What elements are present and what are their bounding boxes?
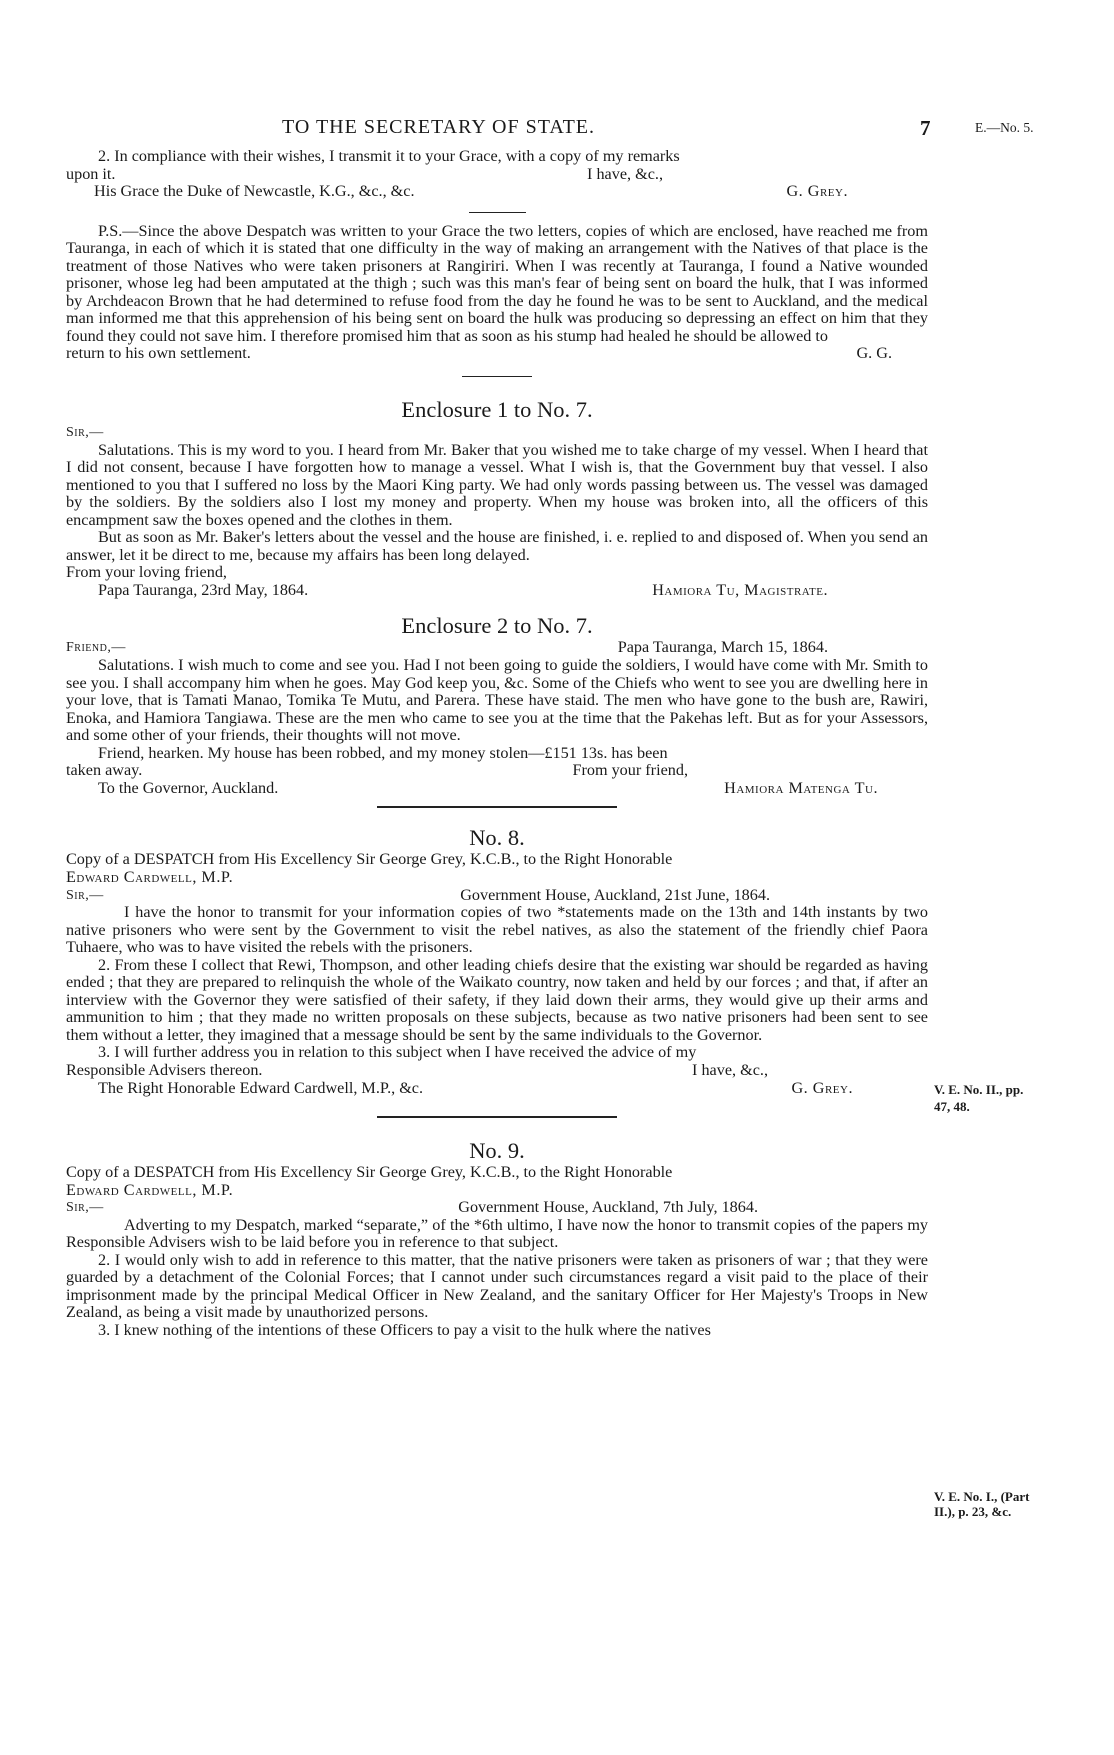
postscript-end-row [66, 345, 928, 363]
margin-note-line: 47, 48. [934, 1099, 970, 1114]
paragraph: Adverting to my Despatch, marked “separate,” of the *6th ultimo, I have now the honor to transmit copies of the papers my Responsible Advisers wish to be laid before you in reference to that subject. [66, 1215, 928, 1252]
despatch-title: Copy of a DESPATCH from His Excellency Sir George Grey, K.C.B., to the Right Honorable [66, 850, 673, 869]
paragraph: 2. In compliance with their wishes, I transmit it to your Grace, with a copy of my remarks [98, 147, 680, 165]
salutation: Friend,— [66, 640, 126, 656]
document-code: E.—No. 5. [975, 120, 1034, 135]
signature: G. Grey. [791, 1078, 853, 1097]
addressee: To the Governor, Auckland. [98, 778, 279, 797]
place-date: Government House, Auckland, 21st June, 1864. [460, 885, 770, 904]
paragraph-end: upon it. [66, 164, 116, 183]
closing-row [66, 762, 928, 780]
signature-row [66, 582, 928, 600]
salutation: Sir,— [66, 1200, 104, 1216]
closing-formula: From your loving friend, [66, 563, 227, 582]
page-number: 7 [920, 116, 931, 140]
section-heading: No. 8. [469, 825, 525, 851]
salutation: Sir,— [66, 425, 104, 441]
margin-note [934, 1083, 1109, 1113]
paragraph: I have the honor to transmit for your information copies of two *statements made on the 13th and 14th instants by two native prisoners who were sent by the Government to visit the rebel natives, as also the statement of the friendly chief Paora Tuhaere, who was to have visited the rebels with the prisoners. [66, 903, 928, 957]
despatch-title: Copy of a DESPATCH from His Excellency Sir George Grey, K.C.B., to the Right Honorable [66, 1163, 673, 1182]
salutation: Sir,— [66, 887, 104, 903]
paragraph-end: return to his own settlement. [66, 344, 251, 363]
enclosure-2 [66, 613, 928, 797]
section-heading: Enclosure 2 to No. 7. [401, 613, 593, 639]
margin-note-line: V. E. No. I., (Part [934, 1489, 1030, 1504]
signature: G. G. [856, 344, 892, 363]
despatch-no-9 [66, 1138, 928, 1339]
section-heading: No. 9. [469, 1138, 525, 1164]
margin-note-line: V. E. No. II., pp. [934, 1082, 1024, 1097]
divider [377, 1116, 617, 1118]
margin-note [934, 1490, 1109, 1518]
signature: Hamiora Tu, Magistrate. [652, 580, 828, 599]
signature-row [66, 780, 928, 798]
paragraph-end: Responsible Advisers thereon. [66, 1060, 263, 1079]
section-heading: Enclosure 1 to No. 7. [401, 397, 593, 423]
despatch-title-recipient: Edward Cardwell, M.P. [66, 1180, 234, 1199]
closing-formula: I have, &c., [587, 164, 663, 183]
paragraph-end: taken away. [66, 761, 143, 780]
postscript [66, 223, 928, 363]
paragraph: 2. I would only wish to add in reference to this matter, that the native prisoners were taken as prisoners of war ; that they were guarded by a detachment of the Colonial Forces; that I cannot under such circumstances regard a visit paid to the place of their imprisonment made by the principal Medical Officer in New Zealand, and the sanitary Officer for Her Majesty's Troops in New Zealand, as being a visit made by unauthorized persons. [66, 1250, 928, 1322]
addressee-row [66, 1080, 928, 1098]
signature: Hamiora Matenga Tu. [724, 778, 878, 797]
paragraph: 3. I knew nothing of the intentions of these Officers to pay a visit to the hulk where the natives [98, 1320, 711, 1339]
paragraph: P.S.—Since the above Despatch was written to your Grace the two letters, copies of which are enclosed, have reached me from Tauranga, in each of which it is stated that one difficulty in the way of making an arrangement with the Natives of that place is the treatment of those Natives who were taken prisoners at Rangiriri. When I was recently at Tauranga, I found a Native wounded prisoner, whose leg had been amputated at the thigh ; such was this man's fear of being sent on board the hulk, that I was informed by Archdeacon Brown that he had determined to refuse food from the day he found he was to be sent to Auckland, and the medical man informed me that this apprehension of his being sent on board the hulk was producing so depressing an effect on him that they found they could not save him. I therefore promised him that as soon as his stump had healed he should be allowed to [66, 221, 928, 345]
signature: G. Grey. [786, 182, 848, 201]
addressee-row [66, 183, 928, 201]
addressee: His Grace the Duke of Newcastle, K.G., &c., &c. [94, 182, 415, 201]
salutation-row [66, 887, 928, 905]
salutation-row [66, 1199, 928, 1217]
main-text [66, 148, 928, 1340]
closing-formula: From your friend, [572, 761, 688, 780]
despatch-no-8 [66, 825, 928, 1097]
paragraph: Salutations. I wish much to come and see you. Had I not been going to guide the soldiers, I would have come with Mr. Smith to see you. I shall accompany him when he goes. May God keep you, &c. Some of the Chiefs who went to see you are dwelling here in your love, that is Tamati Manao, Tomika Te Mutu, and Parera. These have staid. The men who have gone to the bush are, Rawiri, Enoka, and Hamiora Tangiawa. These are the men who came to see you at the time that the Pakehas left. But as for your Assessors, and some other of your friends, their thoughts will not move. [66, 656, 928, 745]
margin-note-line: II.), p. 23, &c. [934, 1504, 1012, 1519]
despatch-continuation [66, 148, 928, 201]
page-title: TO THE SECRETARY OF STATE. [282, 116, 596, 138]
divider [377, 806, 617, 808]
addressee: The Right Honorable Edward Cardwell, M.P., &c. [98, 1078, 424, 1097]
salutation-row [66, 639, 928, 657]
enclosure-1 [66, 397, 928, 599]
closing-row [66, 166, 928, 184]
paragraph: Friend, hearken. My house has been robbed, and my money stolen—£151 13s. has been [98, 743, 668, 762]
place-date: Papa Tauranga, 23rd May, 1864. [98, 580, 309, 599]
place-date: Government House, Auckland, 7th July, 1864. [458, 1198, 758, 1217]
divider [462, 376, 532, 377]
despatch-title-recipient: Edward Cardwell, M.P. [66, 867, 234, 886]
paragraph: 2. From these I collect that Rewi, Thompson, and other leading chiefs desire that the existing war should be regarded as having ended ; that they are prepared to relinquish the whole of the Waikato country, now taken and held by our forces ; and that, if after an interview with the Governor they were satisfied of their safety, if they laid down their arms, they would give up their arms and ammunition to him ; that they made no written proposals on these subjects, because as two native prisoners had been sent to see them without a letter, they imagined that a message should be sent by the same individuals to the Governor. [66, 955, 928, 1044]
paragraph: Salutations. This is my word to you. I heard from Mr. Baker that you wished me to take charge of my vessel. When I heard that I did not consent, because I have forgotten how to manage a vessel. What I wish is, that the Government buy that vessel. I also mentioned to you that I suffered no loss by the Maori King party. We had only words passing between us. The vessel was damaged by the soldiers. By the soldiers also I lost my money and property. When my house was broken into, all the officers of this encampment saw the boxes opened and the clothes in them. [66, 440, 928, 529]
paragraph: But as soon as Mr. Baker's letters about the vessel and the house are finished, i. e. replied to and disposed of. When you send an answer, let it be direct to me, because my affairs has been long delayed. [66, 528, 928, 564]
divider [469, 212, 526, 213]
closing-row [66, 1062, 928, 1080]
paragraph: 3. I will further address you in relation to this subject when I have received the advice of my [98, 1043, 697, 1062]
place-date: Papa Tauranga, March 15, 1864. [617, 638, 828, 657]
closing-formula: I have, &c., [692, 1060, 768, 1079]
